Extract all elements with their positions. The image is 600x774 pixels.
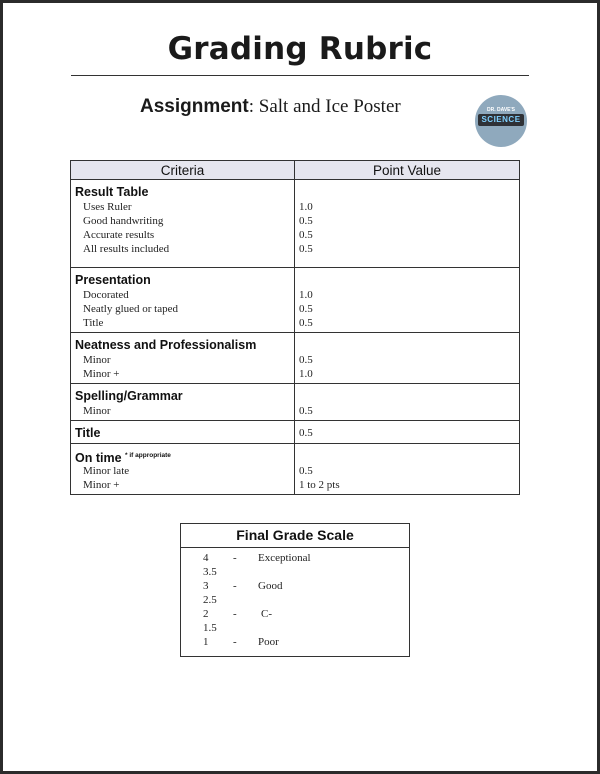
criterion-item: Uses Ruler xyxy=(83,201,132,213)
section-heading: Neatness and Professionalism xyxy=(75,338,257,352)
points-cell xyxy=(295,268,520,333)
grade-value: 2 xyxy=(203,608,209,620)
grade-label: Exceptional xyxy=(258,552,311,564)
section-heading: Presentation xyxy=(75,273,151,287)
point-value: 1 to 2 pts xyxy=(299,479,340,491)
grade-scale-row xyxy=(181,607,409,621)
grade-scale-row xyxy=(181,565,409,579)
points-cell xyxy=(295,444,520,495)
grade-dash: - xyxy=(233,608,237,620)
grade-scale-row xyxy=(181,579,409,593)
final-grade-scale xyxy=(180,523,410,657)
point-value: 0.5 xyxy=(299,229,313,241)
section-heading: Title xyxy=(75,426,101,440)
criterion-item: Title xyxy=(83,317,104,329)
section-heading: Spelling/Grammar xyxy=(75,389,183,403)
point-value: 0.5 xyxy=(299,405,313,417)
final-grade-scale-title: Final Grade Scale xyxy=(181,524,409,548)
criterion-item: Accurate results xyxy=(83,229,155,241)
points-cell xyxy=(295,384,520,421)
dr-daves-science-logo xyxy=(475,95,527,147)
rubric-section-result-table xyxy=(71,180,520,268)
criteria-cell xyxy=(71,180,295,268)
title-divider xyxy=(71,75,529,76)
rubric-section-spelling-grammar xyxy=(71,384,520,421)
grade-value: 1 xyxy=(203,636,209,648)
point-value-column-header: Point Value xyxy=(295,161,520,180)
grade-scale-row xyxy=(181,551,409,565)
criterion-item: Minor + xyxy=(83,479,120,491)
grade-dash: - xyxy=(233,552,237,564)
criterion-item: Minor + xyxy=(83,368,120,380)
logo-top-text: DR. DAVE'S xyxy=(486,107,516,113)
criterion-item: Neatly glued or taped xyxy=(83,303,178,315)
point-value: 0.5 xyxy=(299,427,313,439)
criteria-column-header: Criteria xyxy=(71,161,295,180)
rubric-section-neatness xyxy=(71,333,520,384)
point-value: 0.5 xyxy=(299,465,313,477)
logo-band-text: SCIENCE xyxy=(478,114,524,126)
point-value: 0.5 xyxy=(299,317,313,329)
grade-value: 3 xyxy=(203,580,209,592)
point-value: 0.5 xyxy=(299,215,313,227)
criteria-cell xyxy=(71,444,295,495)
section-heading: Result Table xyxy=(75,185,149,199)
grade-scale-row xyxy=(181,635,409,649)
rubric-section-title xyxy=(71,421,520,444)
grade-value: 4 xyxy=(203,552,209,564)
section-heading xyxy=(75,448,294,464)
grade-label: C- xyxy=(261,608,272,620)
grade-dash: - xyxy=(233,580,237,592)
grade-value: 2.5 xyxy=(203,594,217,606)
criteria-cell xyxy=(71,384,295,421)
points-cell xyxy=(295,421,520,444)
criterion-item: Minor xyxy=(83,354,111,366)
assignment-value: Salt and Ice Poster xyxy=(258,96,401,117)
point-value: 0.5 xyxy=(299,303,313,315)
assignment-line xyxy=(140,96,401,118)
points-cell xyxy=(295,180,520,268)
if-appropriate-note: * if appropriate xyxy=(125,452,171,459)
point-value: 0.5 xyxy=(299,243,313,255)
grade-value: 1.5 xyxy=(203,622,217,634)
criterion-item: Minor late xyxy=(83,465,130,477)
criterion-item: Minor xyxy=(83,405,111,417)
criteria-cell xyxy=(71,268,295,333)
criterion-item: Docorated xyxy=(83,289,129,301)
point-value: 1.0 xyxy=(299,201,313,213)
grade-label: Poor xyxy=(258,636,279,648)
point-value: 0.5 xyxy=(299,354,313,366)
points-cell xyxy=(295,333,520,384)
page-title: Grading Rubric xyxy=(167,31,433,67)
rubric-header-row xyxy=(71,161,520,180)
point-value: 1.0 xyxy=(299,289,313,301)
section-heading-text: On time xyxy=(75,451,122,465)
grade-dash: - xyxy=(233,636,237,648)
grade-label: Good xyxy=(258,580,283,592)
criterion-item: All results included xyxy=(83,243,170,255)
grade-value: 3.5 xyxy=(203,566,217,578)
rubric-table xyxy=(70,160,520,495)
grade-scale-row xyxy=(181,593,409,607)
grade-scale-row xyxy=(181,621,409,635)
criteria-cell xyxy=(71,333,295,384)
assignment-separator: : xyxy=(248,96,259,117)
criterion-item: Good handwriting xyxy=(83,215,164,227)
rubric-section-on-time xyxy=(71,444,520,495)
point-value: 1.0 xyxy=(299,368,313,380)
assignment-label: Assignment xyxy=(140,96,249,117)
rubric-section-presentation xyxy=(71,268,520,333)
criteria-cell xyxy=(71,421,295,444)
